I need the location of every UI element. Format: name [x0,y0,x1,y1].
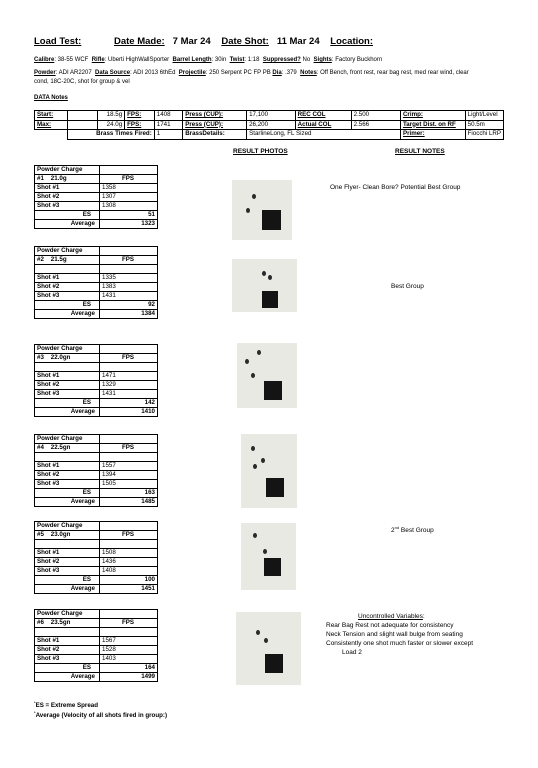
shot-fps: 1394 [100,471,158,480]
date-shot-value: 11 Mar 24 [276,36,320,47]
uncontrolled-variables-note: Uncontrolled Variables: Rear Bag Rest not adequate for consistency Neck Tension and slight wall bulge from seating Consistently one shot much faster or slower except Load 2 [326,612,516,657]
empty-cell [100,247,158,256]
shot-label: Shot #3 [35,390,100,399]
uncontrolled-item-2: Neck Tension and slight wall bulge from seating [326,631,463,638]
average-value: 1384 [100,310,158,319]
shot-label: Shot #3 [35,655,100,664]
shot-row [35,558,158,567]
brass-times-label: Brass Times Fired: [68,130,154,140]
average-label: Average [35,220,100,229]
max-press: 26,200 [247,120,296,130]
empty-cell [100,435,158,444]
fps-label: FPS: [125,111,155,121]
average-row [35,673,158,682]
date-shot-label: Date Shot: [221,36,269,47]
uncontrolled-item-1: Rear Bag Rest not adequate for consistency [326,622,454,629]
primer-label: Primer: [400,130,465,140]
bullet-hole [262,271,266,276]
empty-cell [35,265,100,274]
shot-fps: 1436 [100,558,158,567]
shot-label: Shot #3 [35,202,100,211]
shot-fps: 1408 [100,567,158,576]
start-press: 17,100 [247,111,296,121]
spacer-row [35,265,158,274]
fps-header: FPS [100,619,158,628]
target-square [265,654,283,673]
shot-label: Shot #3 [35,292,100,301]
powder-charge-label: Powder Charge [35,247,100,256]
result-note-5 [391,523,434,535]
location-label: Location: [330,36,374,47]
press-label: Press (CUP): [183,120,247,130]
shot-label: Shot #1 [35,462,100,471]
shot-fps: 1505 [100,480,158,489]
load-id: #3 [37,354,44,361]
es-value: 164 [100,664,158,673]
charge-label [35,444,100,453]
shot-label: Shot #1 [35,274,100,283]
twist-label: Twist [229,57,245,63]
shot-row [35,274,158,283]
projectile-label: Projectile [178,70,206,76]
footnote-avg-text: Average (Velocity of all shots fired in group:) [35,712,168,720]
load-block-2 [34,246,158,319]
crimp-value: Light/Level [465,111,503,121]
shot-fps: 1431 [100,390,158,399]
shot-fps: 1557 [100,462,158,471]
shot-fps: 1528 [100,646,158,655]
es-row [35,664,158,673]
shot-label: Shot #2 [35,193,100,202]
notes-label: Notes [300,70,317,76]
barrel-label: Barrel Length [172,57,212,63]
target-square [264,558,281,576]
load-id: #1 [37,175,44,182]
load-test-title: Load Test: [34,36,82,47]
average-label: Average [35,408,100,417]
actual-col-label: Actual COL [295,120,351,130]
brass-times-value: 1 [154,130,182,140]
fps-header: FPS [100,444,158,453]
bullet-hole [264,638,268,643]
target-dist-value: 50.5m [465,120,503,130]
dia-label: Dia [272,70,282,76]
target-photo-2 [232,259,297,312]
shot-row [35,292,158,301]
load-block-6 [34,609,158,682]
rec-col-label: REC COL [295,111,351,121]
actual-col-value: 2.566 [351,120,400,130]
average-row [35,408,158,417]
barrel-value: : 30in [211,57,227,63]
powder-charge-label: Powder Charge [35,345,100,354]
brass-details-value: StarlineLong, FL Sized [247,130,401,140]
bullet-hole [257,350,261,355]
load-data-table [34,110,504,140]
load-charge-row [35,256,158,265]
load-id: #6 [37,619,44,626]
spacer-row [35,453,158,462]
data-source-value: : ADI 2013 6thEd [130,70,176,76]
shot-row [35,381,158,390]
shot-label: Shot #2 [35,283,100,292]
average-value: 1323 [100,220,158,229]
charge-weight: 23.5gn [50,619,71,626]
shot-fps: 1358 [100,184,158,193]
result-notes-heading: RESULT NOTES [395,148,445,155]
es-row [35,576,158,585]
load-charge-row [35,531,158,540]
data-source-label: Data Source [95,70,131,76]
charge-label [35,175,100,184]
average-row [35,220,158,229]
rec-col-value: 2.500 [351,111,400,121]
shot-label: Shot #2 [35,381,100,390]
uncontrolled-item-4: Load 2 [342,649,362,656]
empty-cell [100,345,158,354]
sights-value: : Factory Buckhorn [331,57,383,63]
press-label: Press (CUP): [183,111,247,121]
shot-fps: 1431 [100,292,158,301]
es-value: 92 [100,301,158,310]
load-info-line [34,70,469,76]
start-label: Start: [35,111,68,121]
max-label: Max: [35,120,68,130]
es-label: ES [35,301,100,310]
shot-fps: 1508 [100,549,158,558]
footnote-avg: *Average (Velocity of all shots fired in group:) [34,710,168,720]
es-label: ES [35,489,100,498]
powder-charge-label: Powder Charge [35,522,100,531]
empty-cell [100,453,158,462]
target-square [264,381,282,400]
rifle-info-line [34,57,382,63]
bullet-hole [251,373,255,378]
es-label: ES [35,576,100,585]
load-title-row [35,247,158,256]
load-title-row [35,345,158,354]
start-row [35,111,504,121]
shot-fps: 1567 [100,637,158,646]
start-charge: 18.5g [98,111,125,121]
load-id: #4 [37,444,44,451]
load-charge-row [35,175,158,184]
fps-header: FPS [100,531,158,540]
load-title-row [35,522,158,531]
average-label: Average [35,673,100,682]
load-charge-row [35,619,158,628]
bullet-hole [256,630,260,635]
target-photo-6 [236,612,301,685]
shot-row [35,193,158,202]
charge-label [35,531,100,540]
empty-cell [68,120,98,130]
average-row [35,310,158,319]
powder-charge-label: Powder Charge [35,435,100,444]
max-row [35,120,504,130]
uncontrolled-title: Uncontrolled Variables [358,613,423,620]
bullet-hole [261,458,265,463]
shot-row [35,471,158,480]
projectile-value: : 250 Serpent PC FP PB [205,70,271,76]
footnote-es-text: ES = Extreme Spread [35,702,98,710]
empty-cell [35,453,100,462]
load-id: #2 [37,256,44,263]
load-block-5 [34,521,158,594]
note-5-suffix: nd [394,525,400,530]
shot-label: Shot #2 [35,558,100,567]
shot-row [35,655,158,664]
shot-row [35,202,158,211]
crimp-label: Crimp: [400,111,465,121]
powder-charge-label: Powder Charge [35,610,100,619]
charge-label [35,354,100,363]
empty-cell [35,363,100,372]
shot-fps: 1403 [100,655,158,664]
shot-label: Shot #3 [35,567,100,576]
es-row [35,301,158,310]
max-charge: 24.0g [98,120,125,130]
es-row [35,489,158,498]
empty-cell [100,628,158,637]
target-photo-5 [241,523,296,590]
shot-label: Shot #3 [35,480,100,489]
target-photo-1 [232,180,292,240]
powder-charge-label: Powder Charge [35,166,100,175]
load-charge-row [35,444,158,453]
shot-row [35,283,158,292]
shot-fps: 1329 [100,381,158,390]
shot-fps: 1471 [100,372,158,381]
es-row [35,399,158,408]
es-label: ES [35,664,100,673]
es-value: 163 [100,489,158,498]
empty-cell [100,265,158,274]
suppressed-label: Suppressed? [262,57,301,63]
empty-cell [100,363,158,372]
twist-value: : 1:18 [244,57,260,63]
charge-weight: 21.0g [50,175,67,182]
average-value: 1451 [100,585,158,594]
bullet-hole [252,194,256,199]
fps-label: FPS: [125,120,155,130]
average-label: Average [35,585,100,594]
note-5-ordinal: 2 [391,527,395,535]
empty-cell [68,111,98,121]
footnote-es: *ES = Extreme Spread [34,700,98,710]
shot-label: Shot #1 [35,637,100,646]
shot-row [35,646,158,655]
shot-label: Shot #1 [35,549,100,558]
average-value: 1499 [100,673,158,682]
note-5-text: Best Group [399,527,434,535]
brass-details-label: BrassDetails: [183,130,247,140]
rifle-value: : Uberti HighWallSporter [104,57,170,63]
sights-label: Sights [313,57,332,63]
spacer-row [35,540,158,549]
empty-cell [35,540,100,549]
empty-cell [35,130,68,140]
date-made-label: Date Made: [113,36,165,47]
target-square [262,291,278,308]
load-title-row [35,435,158,444]
result-note-2: Best Group [391,283,424,290]
shot-fps: 1307 [100,193,158,202]
shot-row [35,372,158,381]
rifle-label: Rifle [91,57,105,63]
shot-label: Shot #1 [35,184,100,193]
bullet-hole [253,533,257,538]
average-row [35,585,158,594]
es-value: 142 [100,399,158,408]
average-row [35,498,158,507]
shot-row [35,184,158,193]
empty-cell [100,166,158,175]
date-made-value: 7 Mar 24 [172,36,211,47]
start-fps: 1408 [154,111,182,121]
charge-weight: 22.5gn [50,444,71,451]
load-block-3 [34,344,158,417]
notes-value: : Off Bench, front rest, rear bag rest, med rear wind, clear [316,70,469,76]
calibre-label: Calibre [34,57,55,63]
spacer-row [35,628,158,637]
load-block-4 [34,434,158,507]
load-title-row [35,610,158,619]
bullet-hole [253,464,257,469]
target-square [262,210,281,230]
bullet-hole [251,446,255,451]
dia-value: : .379 [281,70,297,76]
powder-label: Powder [34,70,56,76]
es-label: ES [35,399,100,408]
load-charge-row [35,354,158,363]
primer-value: Fiocchi LRP [465,130,503,140]
bullet-hole [246,208,250,213]
shot-fps: 1335 [100,274,158,283]
uncontrolled-item-3: Consistently one shot much faster or slower except [326,640,474,647]
shot-label: Shot #2 [35,471,100,480]
target-photo-3 [237,343,297,408]
charge-weight: 22.0gn [50,354,71,361]
shot-label: Shot #1 [35,372,100,381]
shot-label: Shot #2 [35,646,100,655]
load-title-row [35,166,158,175]
charge-weight: 23.0gn [50,531,71,538]
max-fps: 1741 [154,120,182,130]
target-photo-4 [241,434,297,508]
es-value: 51 [100,211,158,220]
page-header [34,36,381,47]
shot-row [35,390,158,399]
average-value: 1410 [100,408,158,417]
bullet-hole [263,549,267,554]
result-photos-heading: RESULT PHOTOS [233,148,288,155]
es-value: 100 [100,576,158,585]
bullet-hole [245,359,249,364]
target-dist-label: Target Dist. on RF [400,120,465,130]
calibre-value: : 38-55 WCF [54,57,89,63]
shot-fps: 1383 [100,283,158,292]
average-label: Average [35,310,100,319]
suppressed-value: No [302,57,311,63]
es-label: ES [35,211,100,220]
charge-label [35,256,100,265]
load-info-line-2: cond, 18C-20C, shot for group & vel [34,79,130,85]
data-notes-label: DATA Notes [34,95,68,101]
average-value: 1485 [100,498,158,507]
fps-header: FPS [100,354,158,363]
brass-row [35,130,504,140]
spacer-row [35,363,158,372]
average-label: Average [35,498,100,507]
shot-row [35,567,158,576]
load-block-1 [34,165,158,229]
bullet-hole [268,275,272,280]
es-row [35,211,158,220]
result-note-1: One Flyer- Clean Bore? Potential Best Group [330,184,461,191]
powder-value: : ADI AR2207 [55,70,92,76]
fps-header: FPS [100,175,158,184]
empty-cell [100,522,158,531]
empty-cell [100,540,158,549]
charge-label [35,619,100,628]
shot-row [35,549,158,558]
empty-cell [35,628,100,637]
target-square [266,478,284,497]
shot-fps: 1308 [100,202,158,211]
load-id: #5 [37,531,44,538]
fps-header: FPS [100,256,158,265]
shot-row [35,480,158,489]
charge-weight: 21.5g [50,256,67,263]
shot-row [35,637,158,646]
empty-cell [100,610,158,619]
shot-row [35,462,158,471]
